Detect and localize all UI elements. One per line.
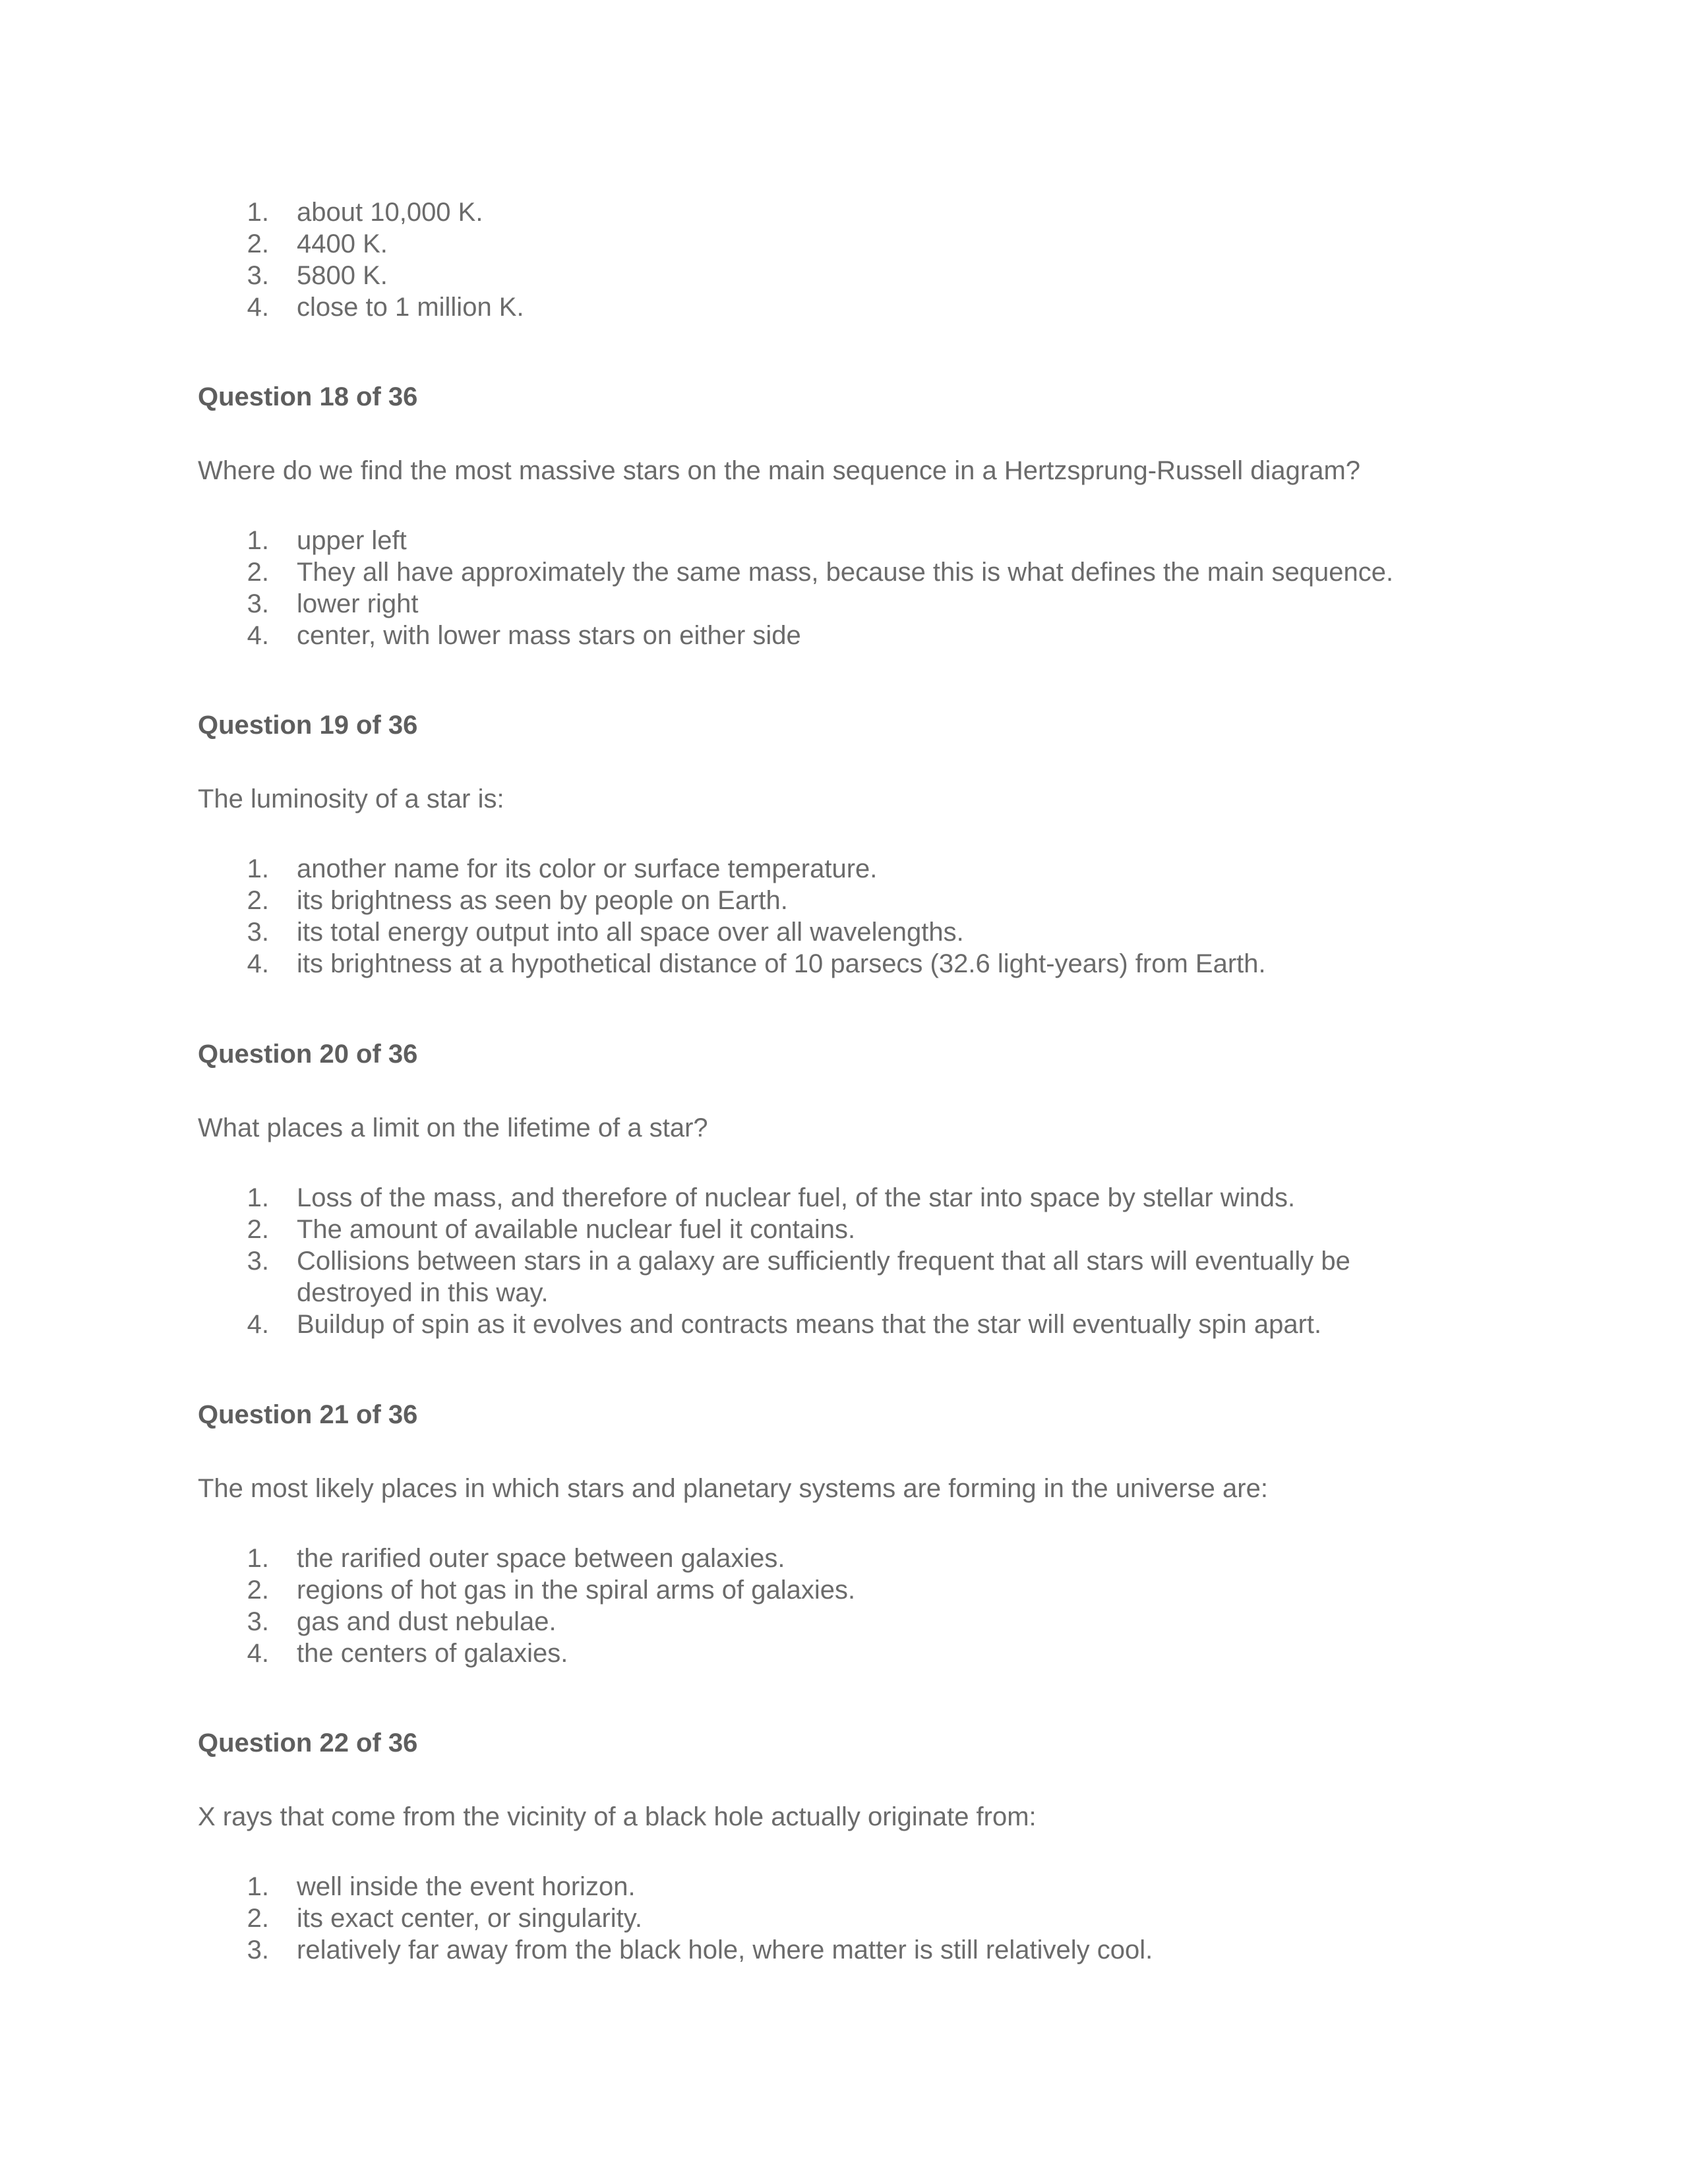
option-number: 4. (247, 949, 269, 978)
list-item (0, 556, 1688, 588)
option-number: 4. (247, 1639, 269, 1668)
option-text: another name for its color or surface temperature. (297, 854, 878, 883)
option-text: They all have approximately the same mass, because this is what defines the main sequence. (297, 558, 1394, 587)
option-number: 1. (247, 854, 269, 883)
option-text: Loss of the mass, and therefore of nuclear fuel, of the star into space by stellar winds. (297, 1183, 1296, 1212)
list-item (0, 260, 1688, 291)
option-number: 2. (247, 1904, 269, 1933)
option-text: its brightness at a hypothetical distance of 10 parsecs (32.6 light-years) from Earth. (297, 949, 1266, 978)
list-item (0, 1543, 1688, 1574)
list-item (0, 228, 1688, 260)
question-text: The luminosity of a star is: (198, 784, 504, 813)
option-number: 2. (247, 1576, 269, 1605)
option-text: the rarified outer space between galaxies. (297, 1544, 785, 1573)
list-item (0, 588, 1688, 620)
option-text: Buildup of spin as it evolves and contracts means that the star will eventually spin apart. (297, 1310, 1322, 1339)
option-number: 1. (247, 526, 269, 555)
option-text: well inside the event horizon. (297, 1872, 636, 1901)
list-item (0, 1182, 1688, 1214)
option-text: 5800 K. (297, 261, 388, 290)
list-item (0, 1574, 1688, 1606)
list-item (0, 948, 1688, 980)
list-item (0, 853, 1688, 885)
option-text: lower right (297, 589, 419, 618)
option-number: 2. (247, 886, 269, 915)
option-number: 3. (247, 1247, 269, 1276)
list-item (0, 916, 1688, 948)
option-text: about 10,000 K. (297, 198, 483, 227)
list-item (0, 1606, 1688, 1638)
option-number: 3. (247, 261, 269, 290)
option-number: 1. (247, 1544, 269, 1573)
option-number: 3. (247, 1935, 269, 1964)
option-number: 3. (247, 589, 269, 618)
option-number: 2. (247, 1215, 269, 1244)
option-number: 4. (247, 621, 269, 650)
option-list (0, 853, 1688, 980)
question-heading: Question 19 of 36 (198, 711, 418, 740)
option-number: 4. (247, 1310, 269, 1339)
question-text: X rays that come from the vicinity of a black hole actually originate from: (198, 1802, 1037, 1831)
option-text: 4400 K. (297, 229, 388, 258)
option-number: 1. (247, 198, 269, 227)
question-heading: Question 21 of 36 (198, 1400, 418, 1429)
list-item (0, 1638, 1688, 1669)
list-item (0, 620, 1688, 651)
option-list (0, 525, 1688, 651)
list-item (0, 1245, 1688, 1309)
question-heading: Question 22 of 36 (198, 1728, 418, 1757)
option-list (0, 1543, 1688, 1669)
question-heading: Question 20 of 36 (198, 1040, 418, 1069)
option-text: The amount of available nuclear fuel it contains. (297, 1215, 856, 1244)
list-item (0, 1214, 1688, 1245)
option-text: its brightness as seen by people on Earth. (297, 886, 788, 915)
question-text: The most likely places in which stars and planetary systems are forming in the universe are: (198, 1474, 1268, 1503)
option-text: the centers of galaxies. (297, 1639, 568, 1668)
question-heading: Question 18 of 36 (198, 382, 418, 411)
option-text: relatively far away from the black hole, where matter is still relatively cool. (297, 1935, 1153, 1964)
option-text: center, with lower mass stars on either side (297, 621, 801, 650)
list-item (0, 1934, 1688, 1966)
list-item (0, 1903, 1688, 1934)
option-text: its exact center, or singularity. (297, 1904, 642, 1933)
list-item (0, 196, 1688, 228)
option-number: 3. (247, 1607, 269, 1636)
list-item (0, 1309, 1688, 1340)
question-text: Where do we find the most massive stars on the main sequence in a Hertzsprung-Russell diagram? (198, 456, 1361, 485)
list-item (0, 885, 1688, 916)
list-item (0, 525, 1688, 556)
option-number: 4. (247, 293, 269, 322)
option-text: upper left (297, 526, 407, 555)
option-list (0, 1182, 1688, 1340)
list-item (0, 1871, 1688, 1903)
option-text: its total energy output into all space over all wavelengths. (297, 918, 964, 947)
option-number: 1. (247, 1183, 269, 1212)
option-number: 2. (247, 558, 269, 587)
option-text: regions of hot gas in the spiral arms of galaxies. (297, 1576, 856, 1605)
option-text: close to 1 million K. (297, 293, 524, 322)
option-list (0, 196, 1688, 323)
option-number: 3. (247, 918, 269, 947)
list-item (0, 291, 1688, 323)
question-text: What places a limit on the lifetime of a star? (198, 1113, 708, 1142)
option-list (0, 1871, 1688, 1966)
option-text: gas and dust nebulae. (297, 1607, 557, 1636)
option-text: Collisions between stars in a galaxy are sufficiently frequent that all stars will eventually be destroyed in this way. (297, 1247, 1350, 1307)
option-number: 2. (247, 229, 269, 258)
option-number: 1. (247, 1872, 269, 1901)
